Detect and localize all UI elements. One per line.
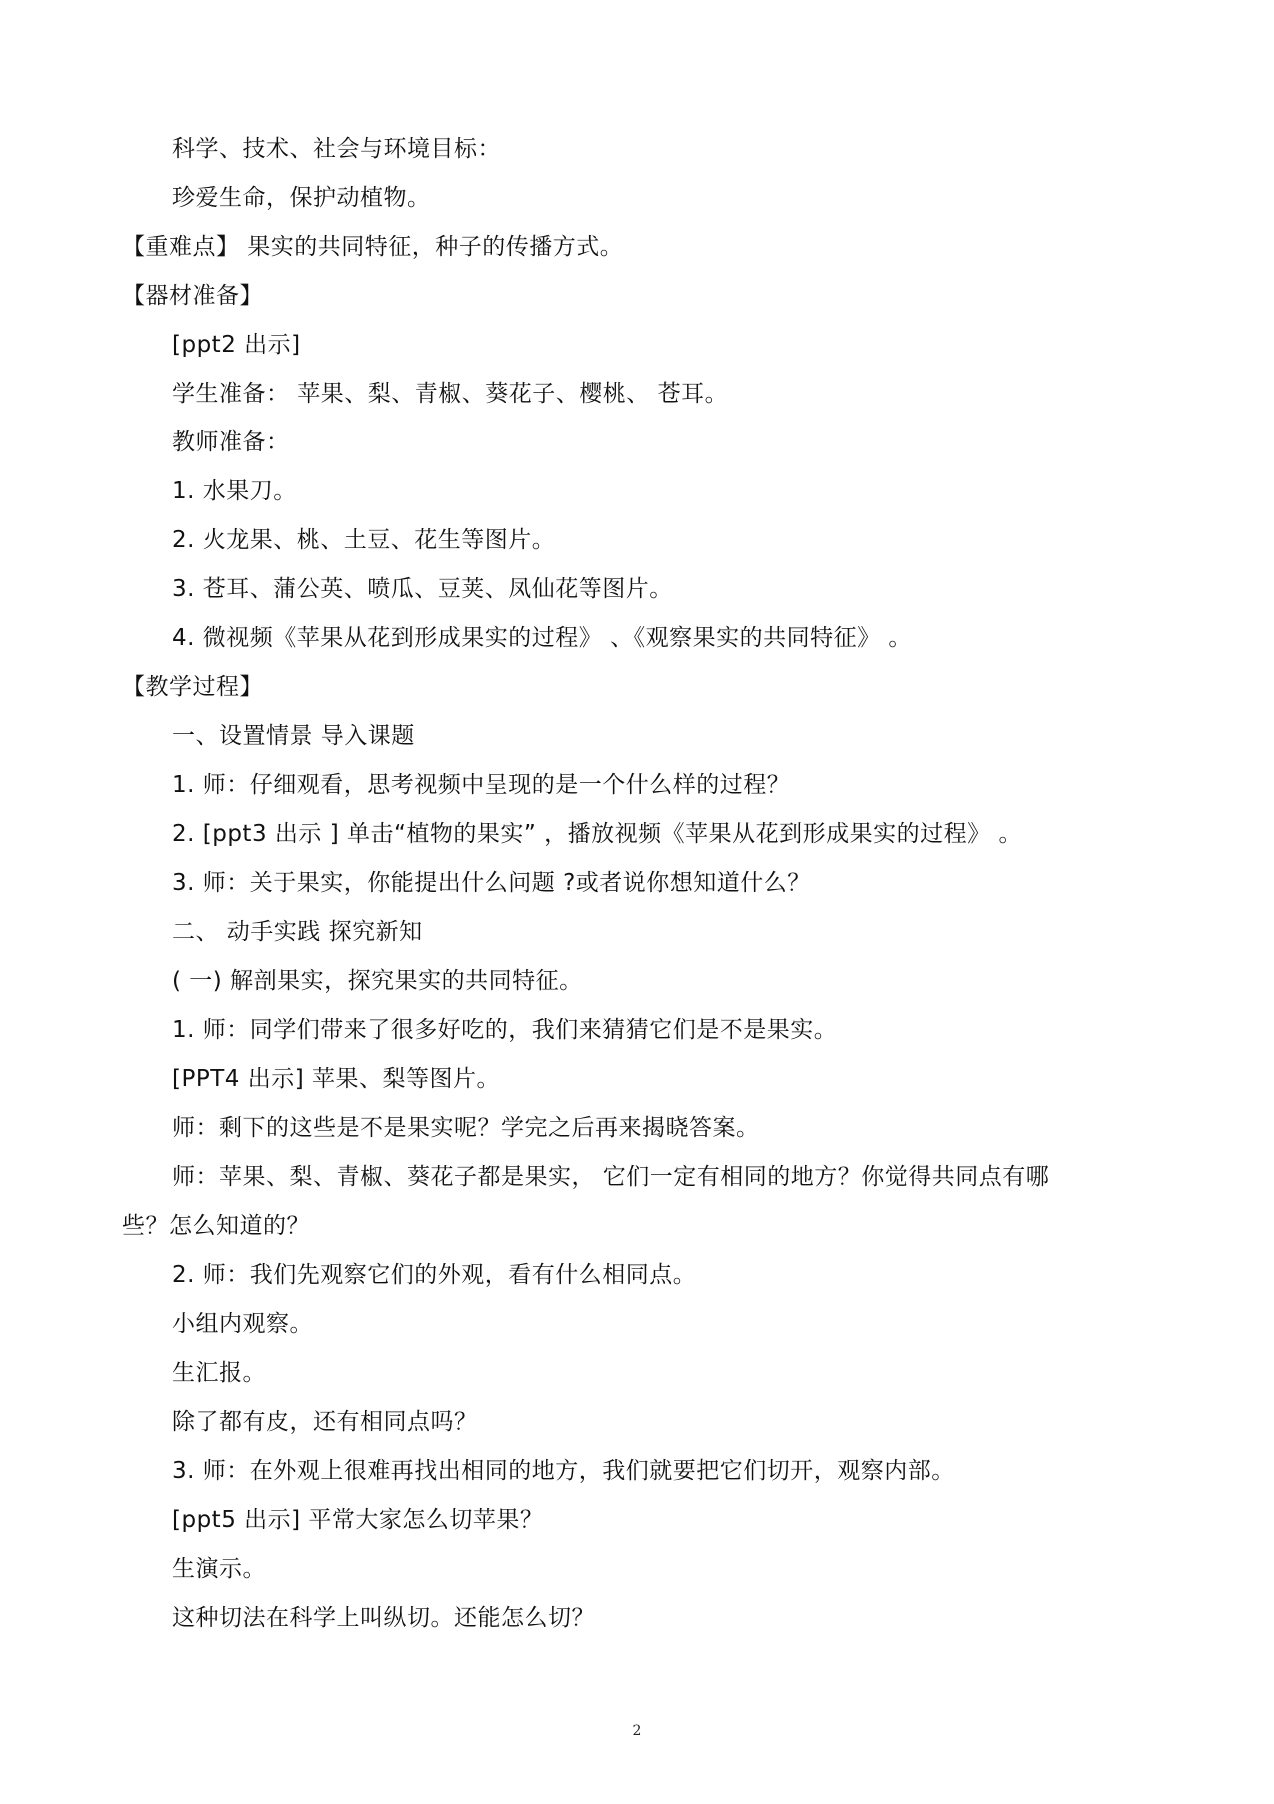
text-line-6: 学生准备： 苹果、梨、青椒、葵花子、樱桃、 苍耳。	[172, 381, 729, 407]
page-number: 2	[632, 1723, 642, 1739]
text-line-31: 这种切法在科学上叫纵切。还能怎么切？	[172, 1605, 595, 1631]
text-line-16: 3. 师：关于果实，你能提出什么问题 ?或者说你想知道什么？	[172, 870, 811, 896]
text-line-20: [PPT4 出示] 苹果、梨等图片。	[172, 1066, 500, 1092]
text-line-2: 珍爱生命，保护动植物。	[172, 185, 431, 211]
text-line-17: 二、 动手实践 探究新知	[172, 919, 423, 945]
text-line-8: 1. 水果刀。	[172, 478, 297, 504]
section-heading-key-points: 【重难点】 果实的共同特征，种子的传播方式。	[122, 234, 624, 260]
text-line-1: 科学、技术、社会与环境目标：	[172, 136, 501, 162]
text-line-13: 一、设置情景 导入课题	[172, 723, 415, 749]
text-line-10: 3. 苍耳、蒲公英、喷瓜、豆荚、凤仙花等图片。	[172, 576, 673, 602]
text-line-21: 师：剩下的这些是不是果实呢？学完之后再来揭晓答案。	[172, 1115, 760, 1141]
section-heading-process: 【教学过程】	[122, 674, 263, 700]
text-line-14: 1. 师：仔细观看，思考视频中呈现的是一个什么样的过程？	[172, 772, 791, 798]
text-line-30: 生演示。	[172, 1556, 266, 1582]
text-line-29: [ppt5 出示] 平常大家怎么切苹果？	[172, 1507, 544, 1533]
text-line-24: 2. 师：我们先观察它们的外观，看有什么相同点。	[172, 1262, 697, 1288]
text-line-19: 1. 师：同学们带来了很多好吃的，我们来猜猜它们是不是果实。	[172, 1017, 838, 1043]
text-line-7: 教师准备：	[172, 429, 290, 455]
text-line-26: 生汇报。	[172, 1360, 266, 1386]
text-line-18: ( 一) 解剖果实，探究果实的共同特征。	[172, 968, 583, 994]
text-line-5: [ppt2 出示]	[172, 332, 301, 358]
text-line-15: 2. [ppt3 出示 ] 单击“植物的果实” ，播放视频《苹果从花到形成果实的过程》 。	[172, 821, 1022, 847]
text-line-28: 3. 师：在外观上很难再找出相同的地方，我们就要把它们切开，观察内部。	[172, 1458, 955, 1484]
text-line-11: 4. 微视频《苹果从花到形成果实的过程》 、《观察果实的共同特征》 。	[172, 625, 912, 651]
text-line-25: 小组内观察。	[172, 1311, 313, 1337]
section-heading-materials: 【器材准备】	[122, 283, 263, 309]
text-line-22: 师：苹果、梨、青椒、葵花子都是果实， 它们一定有相同的地方？你觉得共同点有哪	[172, 1164, 1050, 1190]
text-line-27: 除了都有皮，还有相同点吗？	[172, 1409, 478, 1435]
text-line-23: 些？怎么知道的？	[122, 1213, 310, 1239]
text-line-9: 2. 火龙果、桃、土豆、花生等图片。	[172, 527, 556, 553]
